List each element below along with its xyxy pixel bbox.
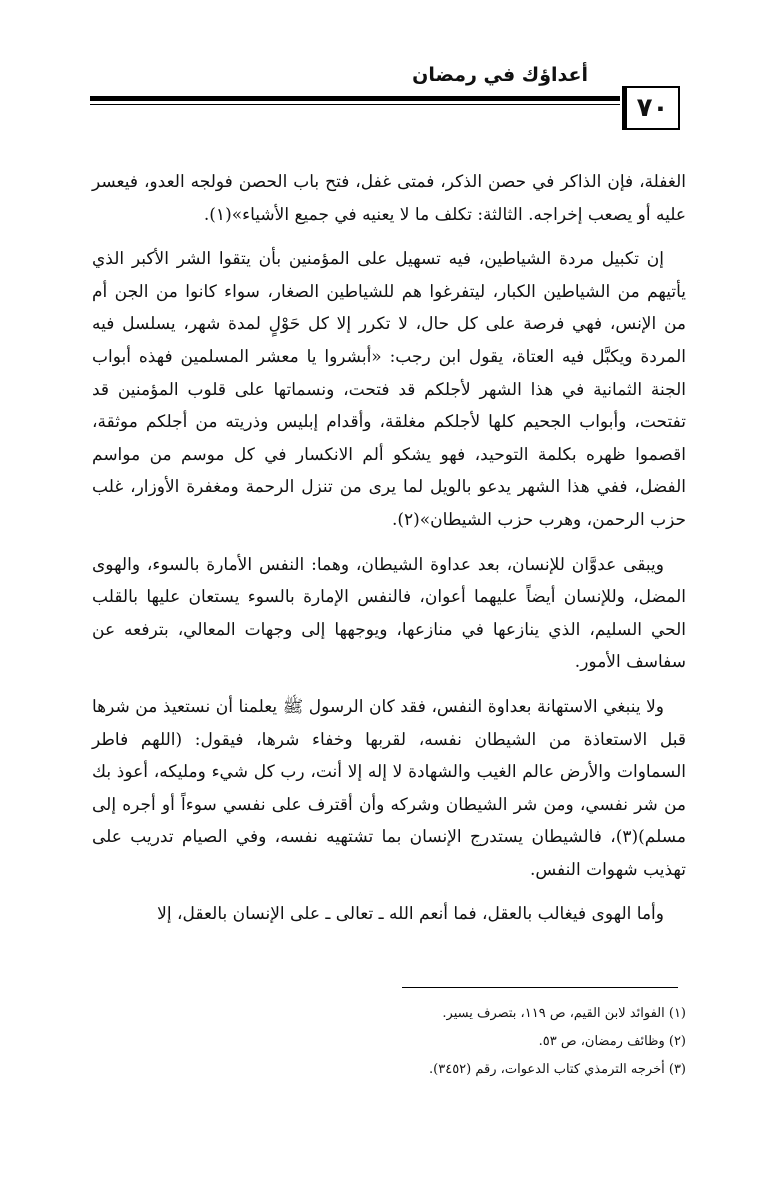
paragraph: الغفلة، فإن الذاكر في حصن الذكر، فمتى غفل، فتح باب الحصن فولجه العدو، فيعسر عليه أو يصعب إخراجه. الثالثة: تكلف ما لا يعنيه في جميع الأشياء»(١). bbox=[92, 172, 686, 225]
footnote: (٢) وظائف رمضان، ص ٥٣. bbox=[538, 1034, 686, 1049]
paragraph: وأما الهوى فيغالب بالعقل، فما أنعم الله ـ تعالى ـ على الإنسان بالعقل، إلا bbox=[157, 904, 664, 925]
header-rule-thick bbox=[90, 96, 620, 101]
running-title: أعداؤك في رمضان bbox=[412, 64, 588, 86]
page-number-box bbox=[622, 86, 680, 130]
footnotes bbox=[92, 1000, 686, 1084]
footnote: (٣) أخرجه الترمذي كتاب الدعوات، رقم (٣٤٥٢). bbox=[429, 1062, 686, 1077]
page-header bbox=[90, 58, 680, 136]
paragraph: ولا ينبغي الاستهانة بعداوة النفس، فقد كان الرسول ﷺ يعلمنا أن نستعيذ من شرها قبل الاستعاذة من الشيطان نفسه، لقربها وخفاء شرها، فيقول: (اللهم فاطر السماوات والأرض عالم الغيب والشهادة لا إله إلا أنت، رب كل شيء ومليكه، أعوذ بك من شر نفسي، ومن شر الشيطان وشركه وأن أقترف على نفسي سوءاً أو أجره إلى مسلم)(٣)، فالشيطان يستدرج الإنسان بما تشتهيه نفسه، وفي الصيام تدريب على تهذيب شهوات النفس. bbox=[92, 696, 686, 880]
paragraph: إن تكبيل مردة الشياطين، فيه تسهيل على المؤمنين بأن يتقوا الشر الأكبر الذي يأتيهم من الشياطين الكبار، ليتفرغوا هم للشياطين الصغار، سواء كانوا من الجن أم من الإنس، فهي فرصة على كل حال، لا تكرر إلا كل حَوْلٍ لمدة شهر، يسلسل فيه المردة ويكبَّل فيه العتاة، يقول ابن رجب: «أبشروا يا معشر المسلمين فهذه أبواب الجنة الثمانية في هذا الشهر لأجلكم قد فتحت، ونسماتها على قلوب المؤمنين قد تفتحت، وأبواب الجحيم كلها لأجلكم مغلقة، وأقدام إبليس وذريته من أجلكم موثقة، اقصموا ظهره بكلمة التوحيد، فهو يشكو ألم الانكسار في كل موسم من مواسم الفضل، ففي هذا الشهر يدعو بالويل لما يرى من تنزل الرحمة ومغفرة الأوزار، غلب حزب الرحمن، وهرب حزب الشيطان»(٢). bbox=[92, 249, 686, 530]
page-number: ٧٠ bbox=[636, 93, 669, 123]
header-rule-thin bbox=[90, 104, 620, 105]
footnote-separator bbox=[402, 987, 678, 988]
footnote: (١) الفوائد لابن القيم، ص ١١٩، بتصرف يسير. bbox=[442, 1006, 686, 1021]
paragraph: ويبقى عدوَّان للإنسان، بعد عداوة الشيطان، وهما: النفس الأمارة بالسوء، والهوى المضل، وللإنسان أيضاً عليهما أعوان، فالنفس الإمارة بالسوء يستعان عليها بالقلب الحي السليم، الذي ينازعها في منازعها، ويوجهها إلى وجهات المعالي، بترفعه عن سفاسف الأمور. bbox=[92, 554, 686, 673]
main-text bbox=[92, 166, 686, 931]
